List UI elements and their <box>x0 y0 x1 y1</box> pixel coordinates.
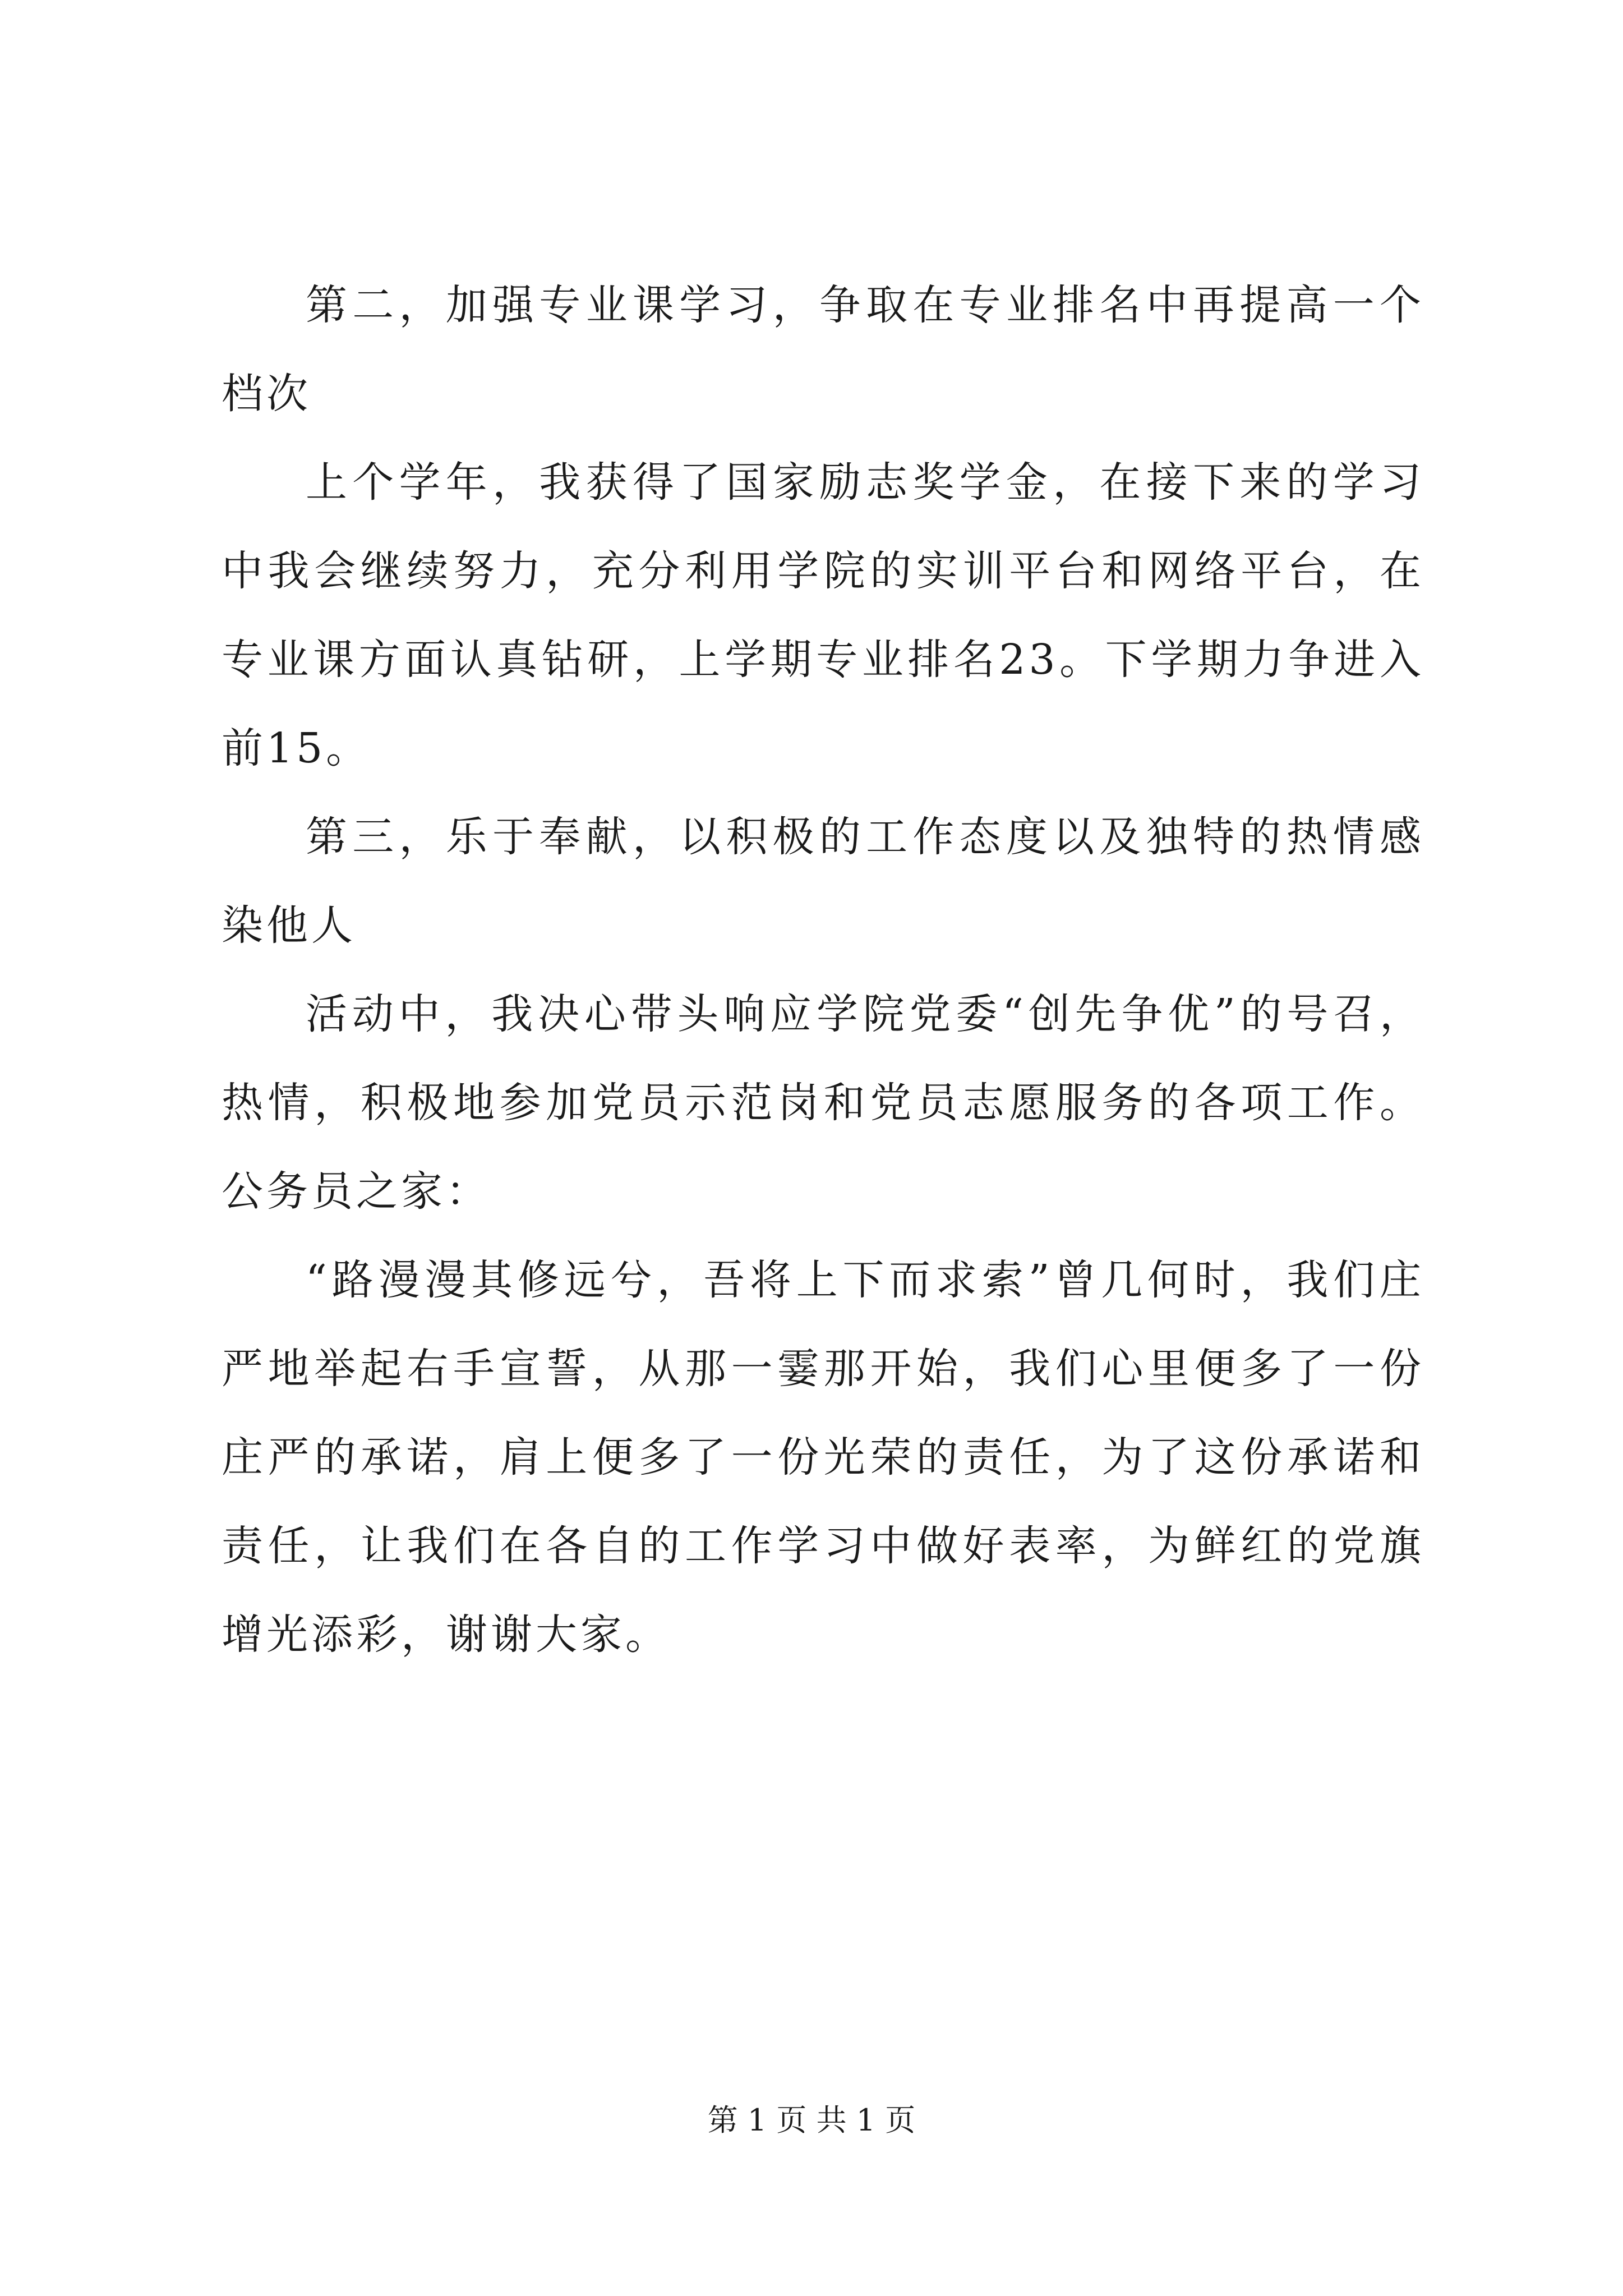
paragraph-activities: 活动中，我决心带头响应学院党委“创先争优”的号召，热情，积极地参加党员示范岗和党员志愿服务的各项工作。公务员之家： <box>222 990 1424 1216</box>
paragraph-scholarship: 上个学年，我获得了国家励志奖学金，在接下来的学习中我会继续努力，充分利用学院的实训平台和网络平台，在专业课方面认真钻研，上学期专业排名23。下学期力争进入前15。 <box>222 458 1424 772</box>
paragraph-closing: “路漫漫其修远兮，吾将上下而求索”曾几何时，我们庄严地举起右手宣誓，从那一霎那开始，我们心里便多了一份庄严的承诺，肩上便多了一份光荣的责任，为了这份承诺和责任，让我们在各自的工作学习中做好表率，为鲜红的党旗增光添彩，谢谢大家。 <box>222 1256 1424 1659</box>
page-footer: 第 1 页 共 1 页 <box>707 2102 916 2138</box>
document-body <box>222 261 1424 1679</box>
paragraph-heading-3: 第三，乐于奉献，以积极的工作态度以及独特的热情感染他人 <box>222 813 1424 950</box>
paragraph-heading-2: 第二，加强专业课学习，争取在专业排名中再提高一个档次 <box>222 281 1424 418</box>
